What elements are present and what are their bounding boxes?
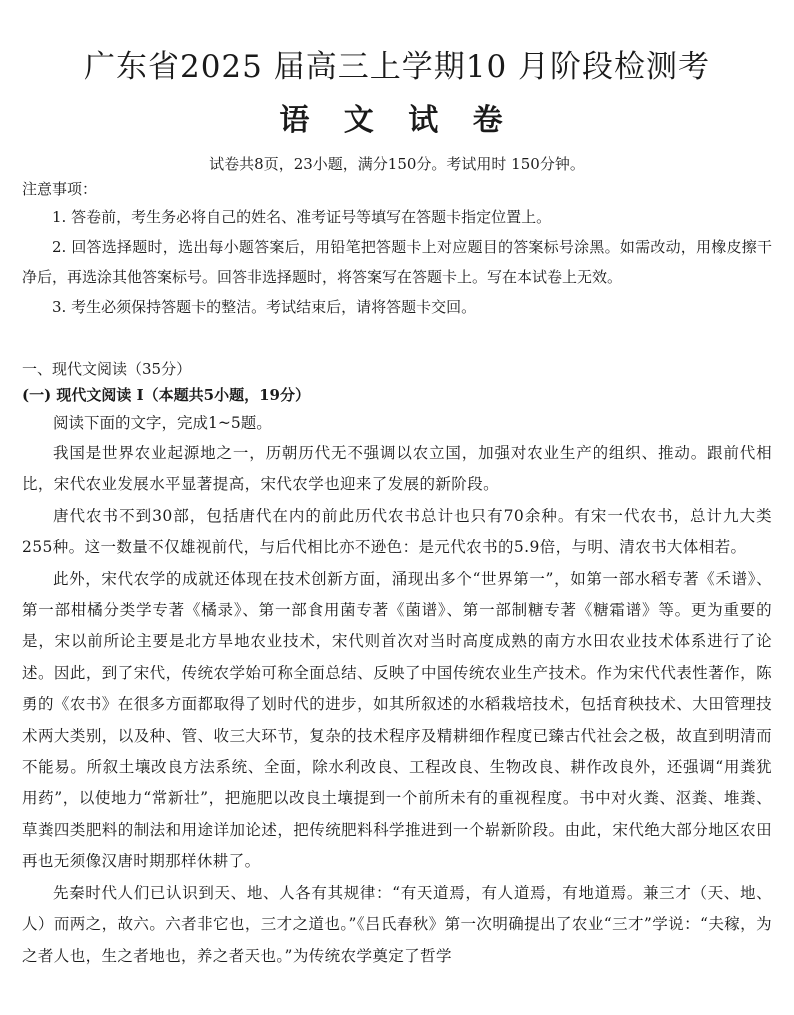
section-heading: 一、现代文阅读（35分） <box>22 360 192 378</box>
notes-heading: 注意事项： <box>22 180 98 198</box>
exam-title: 广东省2025 届高三上学期10 月阶段检测考 <box>83 49 711 85</box>
passage-paragraph: 唐代农书不到30部，包括唐代在内的前此历代农书总计也只有70余种。有宋一代农书，总计九大类255种。这一数量不仅雄视前代，与后代相比亦不逊色：是元代农书的5.9倍，与明、清农书大体相若。 <box>22 506 772 557</box>
exam-subtitle: 语 文 试 卷 <box>279 103 515 138</box>
reading-instruction: 阅读下面的文字，完成1~5题。 <box>53 414 272 432</box>
passage-paragraph: 我国是世界农业起源地之一，历朝历代无不强调以农立国，加强对农业生产的组织、推动。跟前代相比，宋代农业发展水平显著提高，宋代农学也迎来了发展的新阶段。 <box>22 444 772 494</box>
note-item: 3. 考生必须保持答题卡的整洁。考试结束后，请将答题卡交回。 <box>52 298 477 316</box>
subsection-heading: (一) 现代文阅读 I（本题共5小题，19分） <box>22 386 310 404</box>
exam-info: 试卷共8页，23小题，满分150分。考试用时 150分钟。 <box>209 155 585 173</box>
passage-paragraph: 先秦时代人们已认识到天、地、人各有其规律：“有天道焉，有人道焉，有地道焉。兼三才（天、地、人）而两之，故六。六者非它也，三才之道也。”《吕氏春秋》第一次明确提出了农业“三才”学说：“夫稼，为之者人也，生之者地也，养之者天也。”为传统农学奠定了哲学 <box>22 883 772 965</box>
note-item: 2. 回答选择题时，选出每小题答案后，用铅笔把答题卡上对应题目的答案标号涂黑。如需改动，用橡皮擦干净后，再选涂其他答案标号。回答非选择题时，将答案写在答题卡上。写在本试卷上无效。 <box>22 238 772 286</box>
note-item: 1. 答卷前，考生务必将自己的姓名、准考证号等填写在答题卡指定位置上。 <box>52 208 552 226</box>
passage-paragraph: 此外，宋代农学的成就还体现在技术创新方面，涌现出多个“世界第一”，如第一部水稻专著《禾谱》、第一部柑橘分类学专著《橘录》、第一部食用菌专著《菌谱》、第一部制糖专著《糖霜谱》等。更为重要的是，宋以前所论主要是北方旱地农业技术，宋代则首次对当时高度成熟的南方水田农业技术体系进行了论述。因此，到了宋代，传统农学始可称全面总结、反映了中国传统农业生产技术。作为宋代代表性著作，陈勇的《农书》在很多方面都取得了划时代的进步，如其所叙述的水稻栽培技术，包括育秧技术、大田管理技术两大类别，以及种、管、收三大环节，复杂的技术程序及精耕细作程度已臻古代社会之极，故直到明清而不能易。所叙土壤改良方法系统、全面，除水利改良、工程改良、生物改良、耕作改良外，还强调“用粪犹用药”，以使地力“常新壮”，把施肥以改良土壤提到一个前所未有的重视程度。书中对火粪、沤粪、堆粪、草粪四类肥料的制法和用途详加论述，把传统肥料科学推进到一个崭新阶段。由此，宋代绝大部分地区农田再也无须像汉唐时期那样休耕了。 <box>22 569 772 871</box>
